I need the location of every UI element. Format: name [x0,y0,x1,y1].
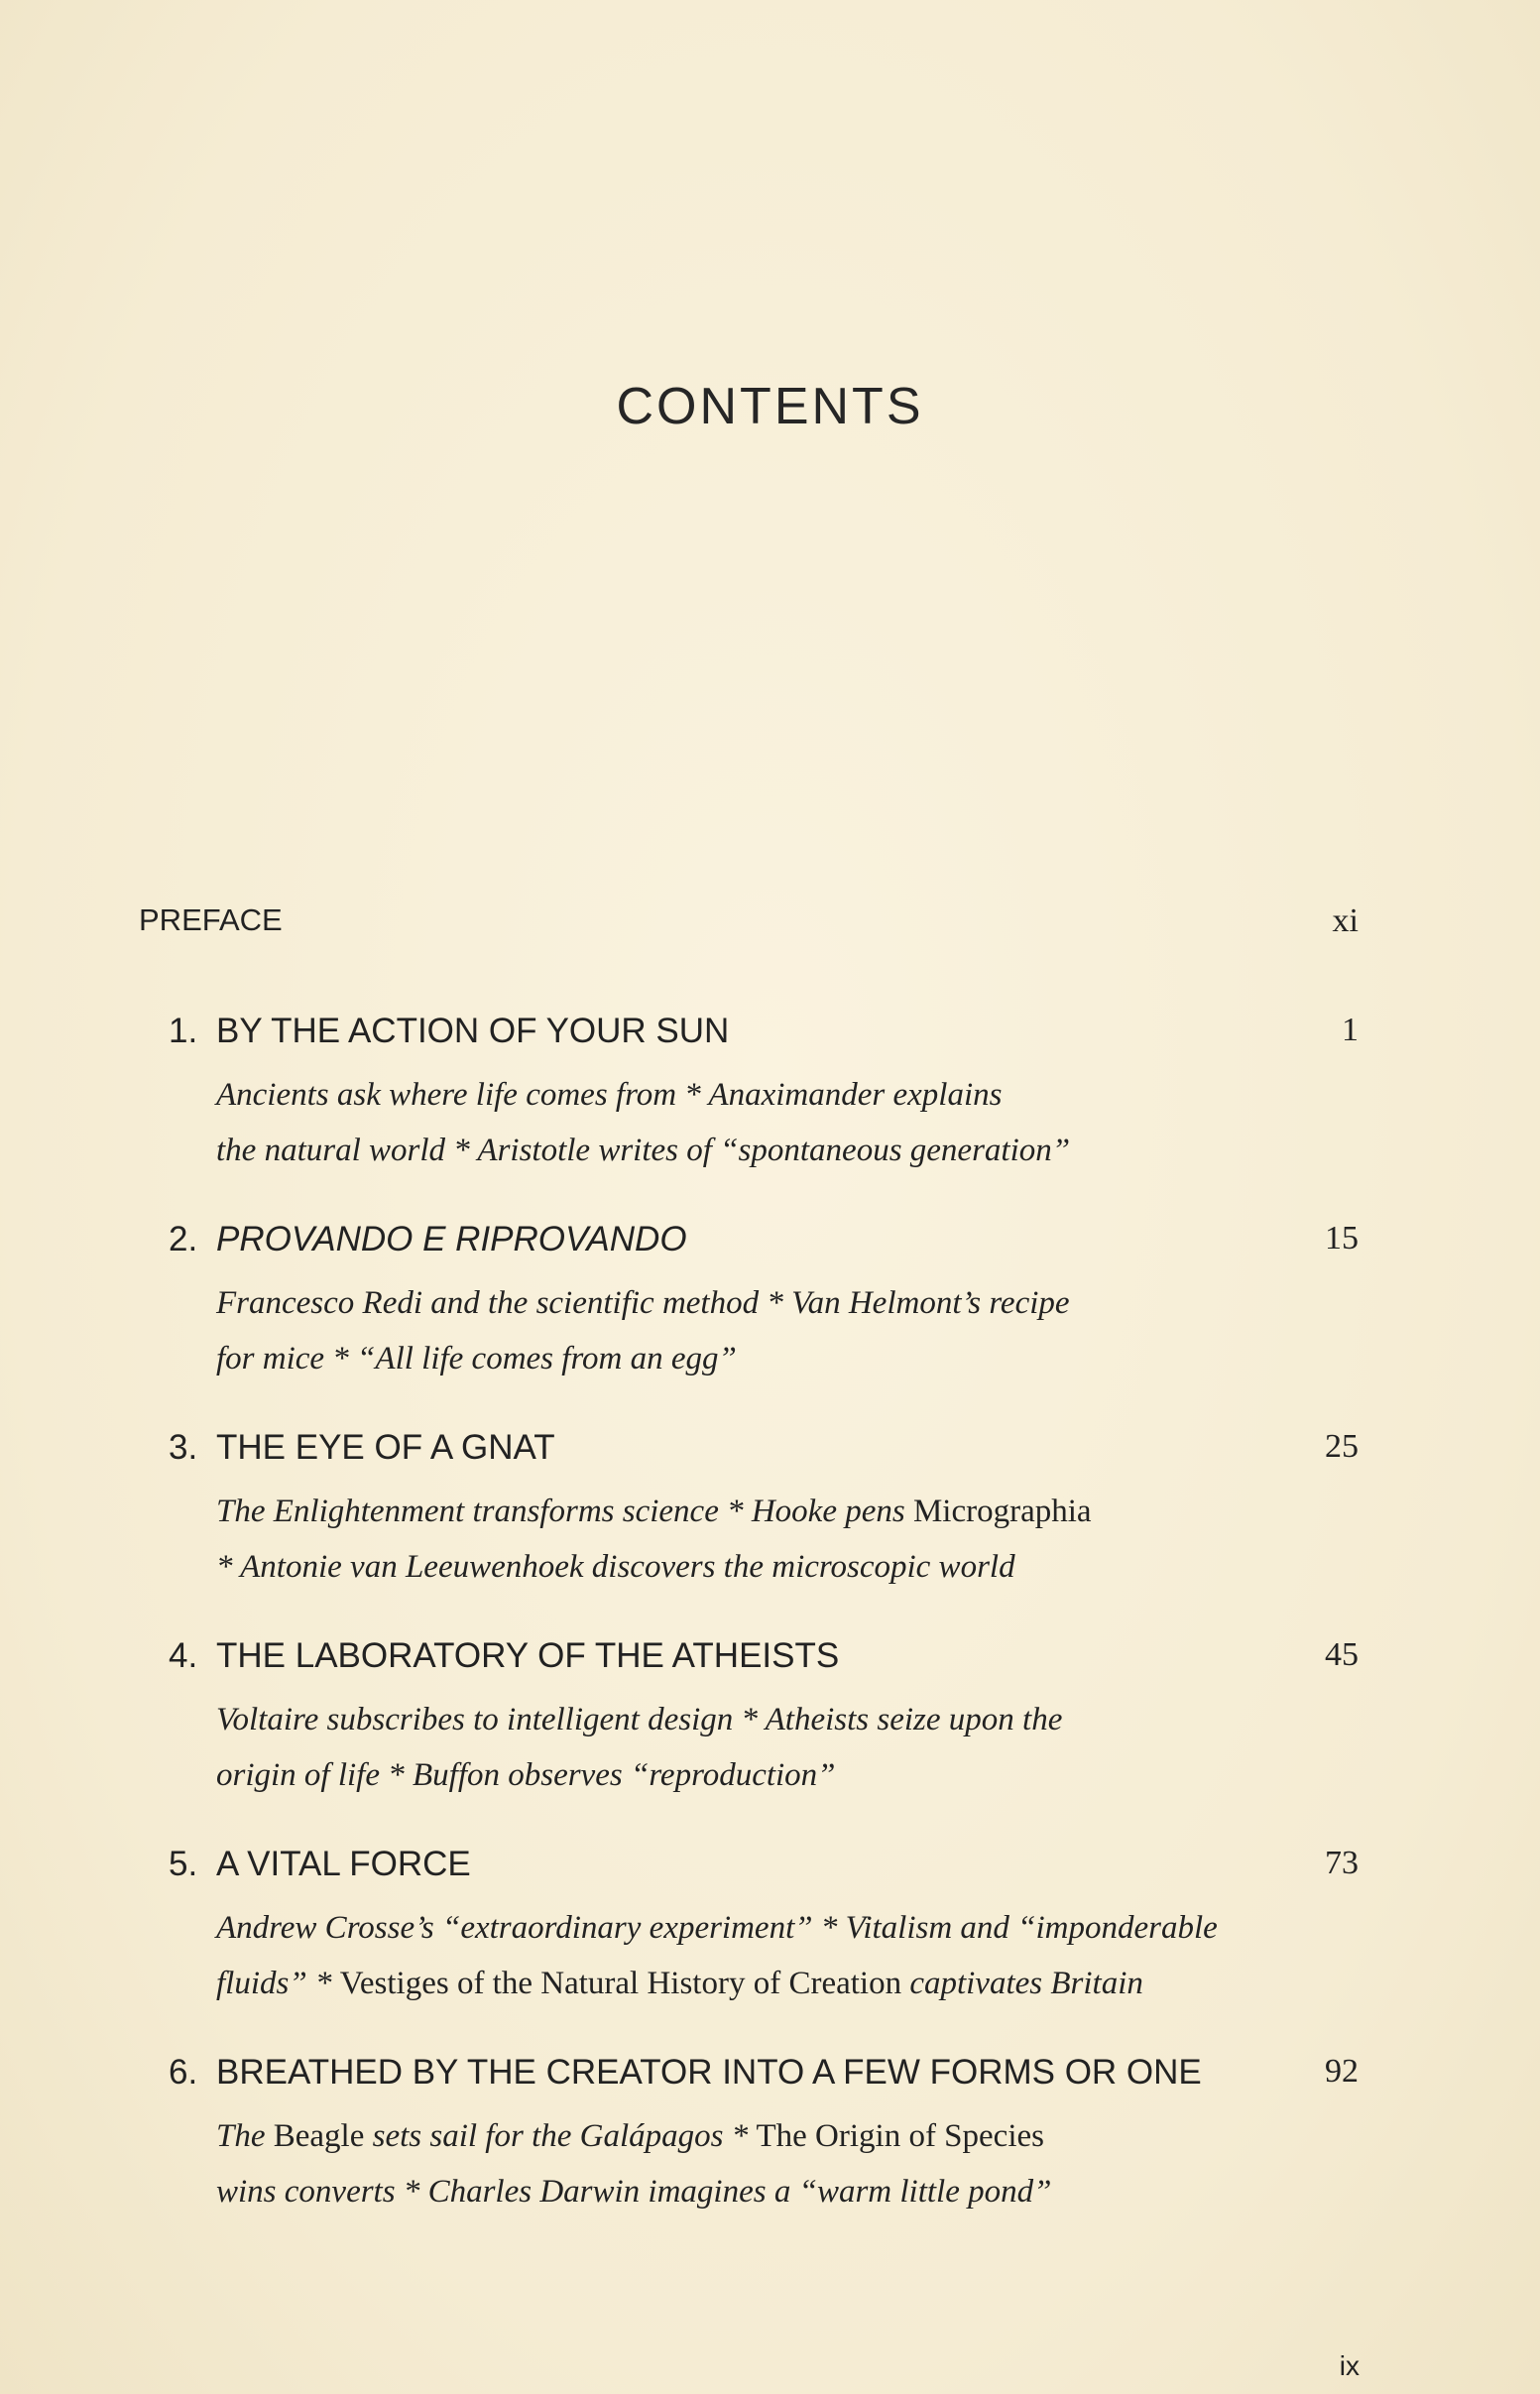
chapter-page-number: 45 [1325,1636,1359,1673]
description-line: Voltaire subscribes to intelligent design * Atheists seize upon the [216,1702,1063,1737]
description-line: Andrew Crosse’s “extraordinary experiment” * Vitalism and “imponderable [216,1910,1218,1946]
chapter-description [216,1067,1347,1178]
description-line: * Antonie van Leeuwenhoek discovers the microscopic world [216,1549,1015,1585]
preface-page-number: xi [1332,902,1359,939]
chapter-page-number: 1 [1342,1012,1359,1048]
chapter-number: 6. [169,2053,198,2092]
book-title-micrographia: Micrographia [912,1494,1092,1529]
chapter-title: THE EYE OF A GNAT [216,1428,555,1467]
description-text: The Enlightenment transforms science * Hooke pens [216,1494,913,1529]
chapter-number: 3. [169,1428,198,1467]
chapter-title: THE LABORATORY OF THE ATHEISTS [216,1636,840,1675]
description-line [216,1956,1347,2011]
description-text: The [216,2118,274,2154]
description-line [216,2108,1347,2164]
chapter-title: BY THE ACTION OF YOUR SUN [216,1012,730,1050]
description-line: the natural world * Aristotle writes of “spontaneous generation” [216,1133,1071,1168]
chapter-description [216,1900,1347,2011]
description-line: Ancients ask where life comes from * Anaximander explains [216,1077,1003,1113]
description-text: captivates Britain [901,1966,1143,2001]
description-line [216,1484,1347,1539]
preface-label: PREFACE [139,902,283,937]
chapter-description [216,2108,1347,2219]
preface-entry [139,902,1359,938]
chapter-title: A VITAL FORCE [216,1845,471,1883]
description-line: wins converts * Charles Darwin imagines a “warm little pond” [216,2174,1052,2210]
chapter-description [216,1692,1347,1803]
chapter-page-number: 25 [1325,1428,1359,1465]
ship-name-beagle: Beagle [273,2118,365,2154]
page-folio: ix [1339,2350,1360,2381]
chapter-number: 4. [169,1636,198,1675]
chapter-number: 5. [169,1845,198,1883]
chapter-title: PROVANDO E RIPROVANDO [216,1220,687,1258]
description-line: for mice * “All life comes from an egg” [216,1341,737,1377]
chapter-title: BREATHED BY THE CREATOR INTO A FEW FORMS OR ONE [216,2053,1202,2092]
book-title-origin-of-species: The Origin of Species [756,2118,1044,2154]
page-title: CONTENTS [616,378,924,435]
chapter-page-number: 15 [1325,1220,1359,1257]
book-title-vestiges: Vestiges of the Natural History of Creation [339,1966,902,2001]
description-line: Francesco Redi and the scientific method * Van Helmont’s recipe [216,1285,1070,1321]
chapter-number: 2. [169,1220,198,1258]
description-text: sets sail for the Galápagos * [364,2118,757,2154]
chapter-description [216,1275,1347,1386]
chapter-page-number: 92 [1325,2053,1359,2090]
chapter-number: 1. [169,1012,198,1050]
description-text: fluids” * [216,1966,340,2001]
chapter-description [216,1484,1347,1595]
description-line: origin of life * Buffon observes “reproduction” [216,1757,836,1793]
chapter-page-number: 73 [1325,1845,1359,1881]
